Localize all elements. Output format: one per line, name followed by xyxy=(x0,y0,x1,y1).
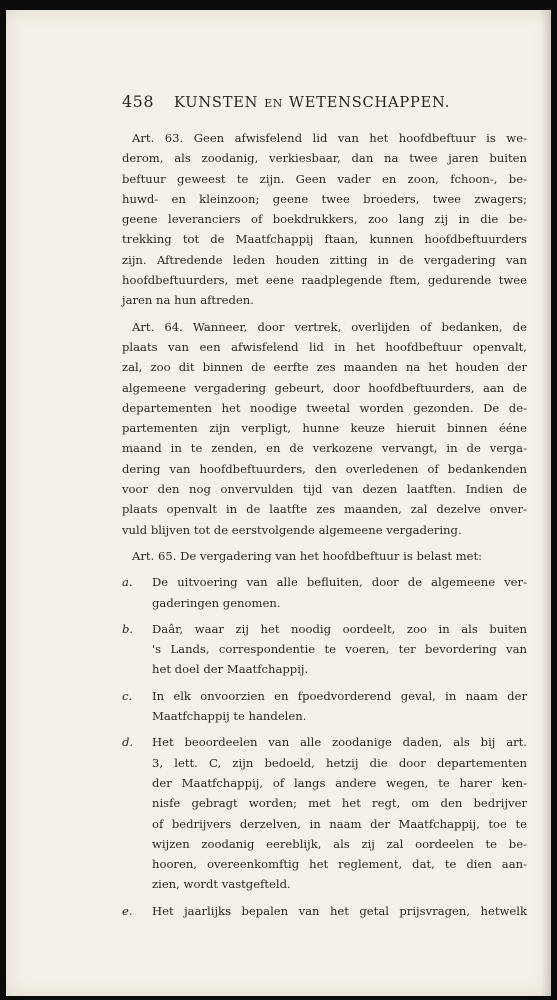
item-label: e. xyxy=(122,903,133,918)
running-title xyxy=(174,94,450,111)
item-label: b. xyxy=(122,621,134,636)
text-line: hooren, overeenkomftig het reglement, dat, te dien aan- xyxy=(152,857,527,872)
text-line: zijn. Aftredende leden houden zitting in de vergadering van xyxy=(122,252,527,267)
text-line: zal, zoo dit binnen de eerfte zes maanden na het houden der xyxy=(122,360,527,375)
text-line: Maatfchappij te handelen. xyxy=(152,709,307,724)
text-line: Art. 65. De vergadering van het hoofdbeftuur is belast met: xyxy=(132,548,483,563)
text-line: Daâr, waar zij het noodig oordeelt, zoo in als buiten xyxy=(152,621,527,636)
text-line: der Maatfchappij, of langs andere wegen, te harer ken- xyxy=(152,775,527,790)
text-line: hoofdbeftuurders, met eene raadplegende ftem, gedurende twee xyxy=(122,273,527,288)
text-line: het doel der Maatfchappij. xyxy=(152,662,309,677)
text-line: De uitvoering van alle befluiten, door de algemeene ver- xyxy=(152,575,527,590)
text-line: beftuur geweest te zijn. Geen vader en zoon, fchoon-, be- xyxy=(122,171,527,186)
text-line: geene leveranciers of boekdrukkers, zoo lang zij in die be- xyxy=(122,212,527,227)
text-line: plaats openvalt in de laatfte zes maanden, zal dezelve onver- xyxy=(122,502,527,517)
text-line: departementen het noodige tweetal worden gezonden. De de- xyxy=(122,400,527,415)
text-line: Het jaarlijks bepalen van het getal prijsvragen, hetwelk xyxy=(152,903,527,918)
text-line: Het beoordeelen van alle zoodanige daden, als bij art. xyxy=(152,735,527,750)
text-line: 's Lands, correspondentie te voeren, ter bevordering van xyxy=(152,642,527,657)
running-header xyxy=(122,92,527,116)
text-line: dering van hoofdbeftuurders, den overledenen of bedankenden xyxy=(122,461,527,476)
item-label: c. xyxy=(122,688,133,703)
text-line: partementen zijn verpligt, hunne keuze hieruit binnen ééne xyxy=(122,421,527,436)
list-item-e xyxy=(122,901,527,921)
list-item-b xyxy=(122,619,527,680)
list-item-c xyxy=(122,686,527,727)
title-part-1: KUNSTEN xyxy=(174,94,259,111)
text-line: plaats van een afwisfelend lid in het hoofdbeftuur openvalt, xyxy=(122,339,527,354)
list-item-a xyxy=(122,572,527,613)
text-line: trekking tot de Maatfchappij ftaan, kunnen hoofdbeftuurders xyxy=(122,232,527,247)
title-connector: EN xyxy=(264,97,283,110)
item-label: a. xyxy=(122,575,133,590)
text-line: gaderingen genomen. xyxy=(152,595,281,610)
article-65-intro xyxy=(122,546,527,566)
text-line: vuld blijven tot de eerstvolgende algemeene vergadering. xyxy=(122,522,462,537)
book-page xyxy=(6,10,551,996)
title-part-2: WETENSCHAPPEN. xyxy=(288,94,451,111)
text-line: algemeene vergadering gebeurt, door hoofdbeftuurders, aan de xyxy=(122,380,527,395)
article-63 xyxy=(122,128,527,311)
text-line: Art. 64. Wanneer, door vertrek, overlijden of bedanken, de xyxy=(132,319,527,334)
text-line: maand in te zenden, en de verkozene vervangt, in de verga- xyxy=(122,441,527,456)
text-line: Art. 63. Geen afwisfelend lid van het hoofdbeftuur is we- xyxy=(132,131,527,145)
text-line: of bedrijvers derzelven, in naam der Maatfchappij, toe te xyxy=(152,816,527,831)
item-label: d. xyxy=(122,735,134,750)
text-line: zien, wordt vastgefteld. xyxy=(152,877,291,892)
text-line: jaren na hun aftreden. xyxy=(122,293,254,308)
article-64 xyxy=(122,317,527,540)
text-line: nisfe gebragt worden; met het regt, om den bedrijver xyxy=(152,796,527,811)
page-text xyxy=(122,92,527,921)
text-line: voor den nog onvervulden tijd van dezen laatften. Indien de xyxy=(122,482,527,497)
text-line: wijzen zoodanig eereblijk, als zij zal oordeelen te be- xyxy=(152,836,527,851)
text-line: In elk onvoorzien en fpoedvorderend geval, in naam der xyxy=(152,688,527,703)
text-line: huwd- en kleinzoon; geene twee broeders, twee zwagers; xyxy=(122,191,527,206)
list-item-d xyxy=(122,732,527,894)
text-line: 3, lett. C, zijn bedoeld, hetzij die door departementen xyxy=(152,755,527,770)
page-number: 458 xyxy=(122,92,155,111)
text-line: derom, als zoodanig, verkiesbaar, dan na twee jaren buiten xyxy=(122,151,527,166)
